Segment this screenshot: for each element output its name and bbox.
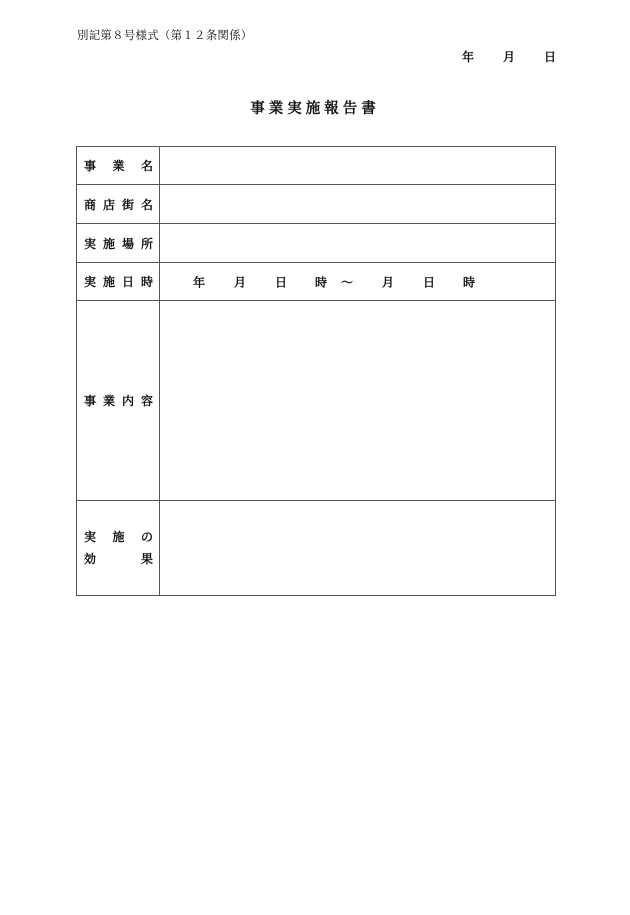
datetime-year-label: 年 bbox=[193, 275, 206, 289]
label-char: 場 bbox=[121, 236, 134, 251]
date-day-label: 日 bbox=[544, 50, 557, 64]
label-char: 名 bbox=[140, 197, 153, 212]
table-row bbox=[77, 301, 556, 501]
document-title: 事業実施報告書 bbox=[250, 101, 380, 117]
label-datetime bbox=[77, 263, 160, 301]
form-reference: 別記第８号様式（第１２条関係） bbox=[77, 28, 253, 42]
label-char: 業 bbox=[112, 159, 125, 173]
datetime-end-month-label: 月 bbox=[382, 275, 395, 289]
label-char: 名 bbox=[140, 159, 153, 173]
label-char: 時 bbox=[140, 275, 153, 289]
datetime-end-hour-label: 時 bbox=[463, 275, 476, 289]
label-char: 内 bbox=[121, 394, 134, 408]
label-shopping-street bbox=[77, 185, 160, 224]
label-char: 日 bbox=[121, 275, 134, 289]
label-effect bbox=[77, 501, 160, 596]
table-row bbox=[77, 501, 556, 596]
table-row bbox=[77, 263, 556, 301]
label-project-content bbox=[77, 301, 160, 501]
label-char: 事 bbox=[84, 394, 97, 408]
table-row bbox=[77, 224, 556, 263]
date-year-label: 年 bbox=[462, 50, 475, 64]
report-table bbox=[76, 146, 556, 596]
label-venue bbox=[77, 224, 160, 263]
label-char: 業 bbox=[102, 394, 115, 408]
label-char: 施 bbox=[102, 275, 115, 289]
project-name-field[interactable] bbox=[160, 147, 556, 185]
label-char: 果 bbox=[140, 552, 153, 566]
label-char: 効 bbox=[84, 552, 97, 566]
project-content-field[interactable] bbox=[160, 301, 556, 501]
date-month-label: 月 bbox=[503, 50, 516, 64]
label-char: 事 bbox=[84, 159, 97, 173]
label-char: 商 bbox=[84, 197, 97, 212]
venue-field[interactable] bbox=[160, 224, 556, 263]
label-char: 店 bbox=[102, 197, 115, 212]
datetime-end-day-label: 日 bbox=[423, 275, 436, 289]
datetime-day-label: 日 bbox=[275, 275, 288, 289]
label-char: 所 bbox=[140, 236, 153, 251]
label-char: 実 bbox=[84, 275, 97, 289]
label-char: 実 bbox=[84, 236, 97, 251]
datetime-field[interactable] bbox=[160, 263, 556, 301]
datetime-month-label: 月 bbox=[234, 275, 247, 289]
label-char: 施 bbox=[102, 236, 115, 251]
datetime-tilde: ～ bbox=[341, 275, 354, 289]
effect-field[interactable] bbox=[160, 501, 556, 596]
label-char: 街 bbox=[121, 197, 134, 212]
table-row bbox=[77, 147, 556, 185]
datetime-hour-label: 時 bbox=[315, 275, 328, 289]
label-char: 実 bbox=[84, 530, 97, 544]
shopping-street-field[interactable] bbox=[160, 185, 556, 224]
table-row bbox=[77, 185, 556, 224]
label-char: 容 bbox=[140, 394, 153, 408]
label-char: 施 bbox=[112, 530, 125, 544]
label-project-name bbox=[77, 147, 160, 185]
label-char: の bbox=[140, 530, 153, 544]
